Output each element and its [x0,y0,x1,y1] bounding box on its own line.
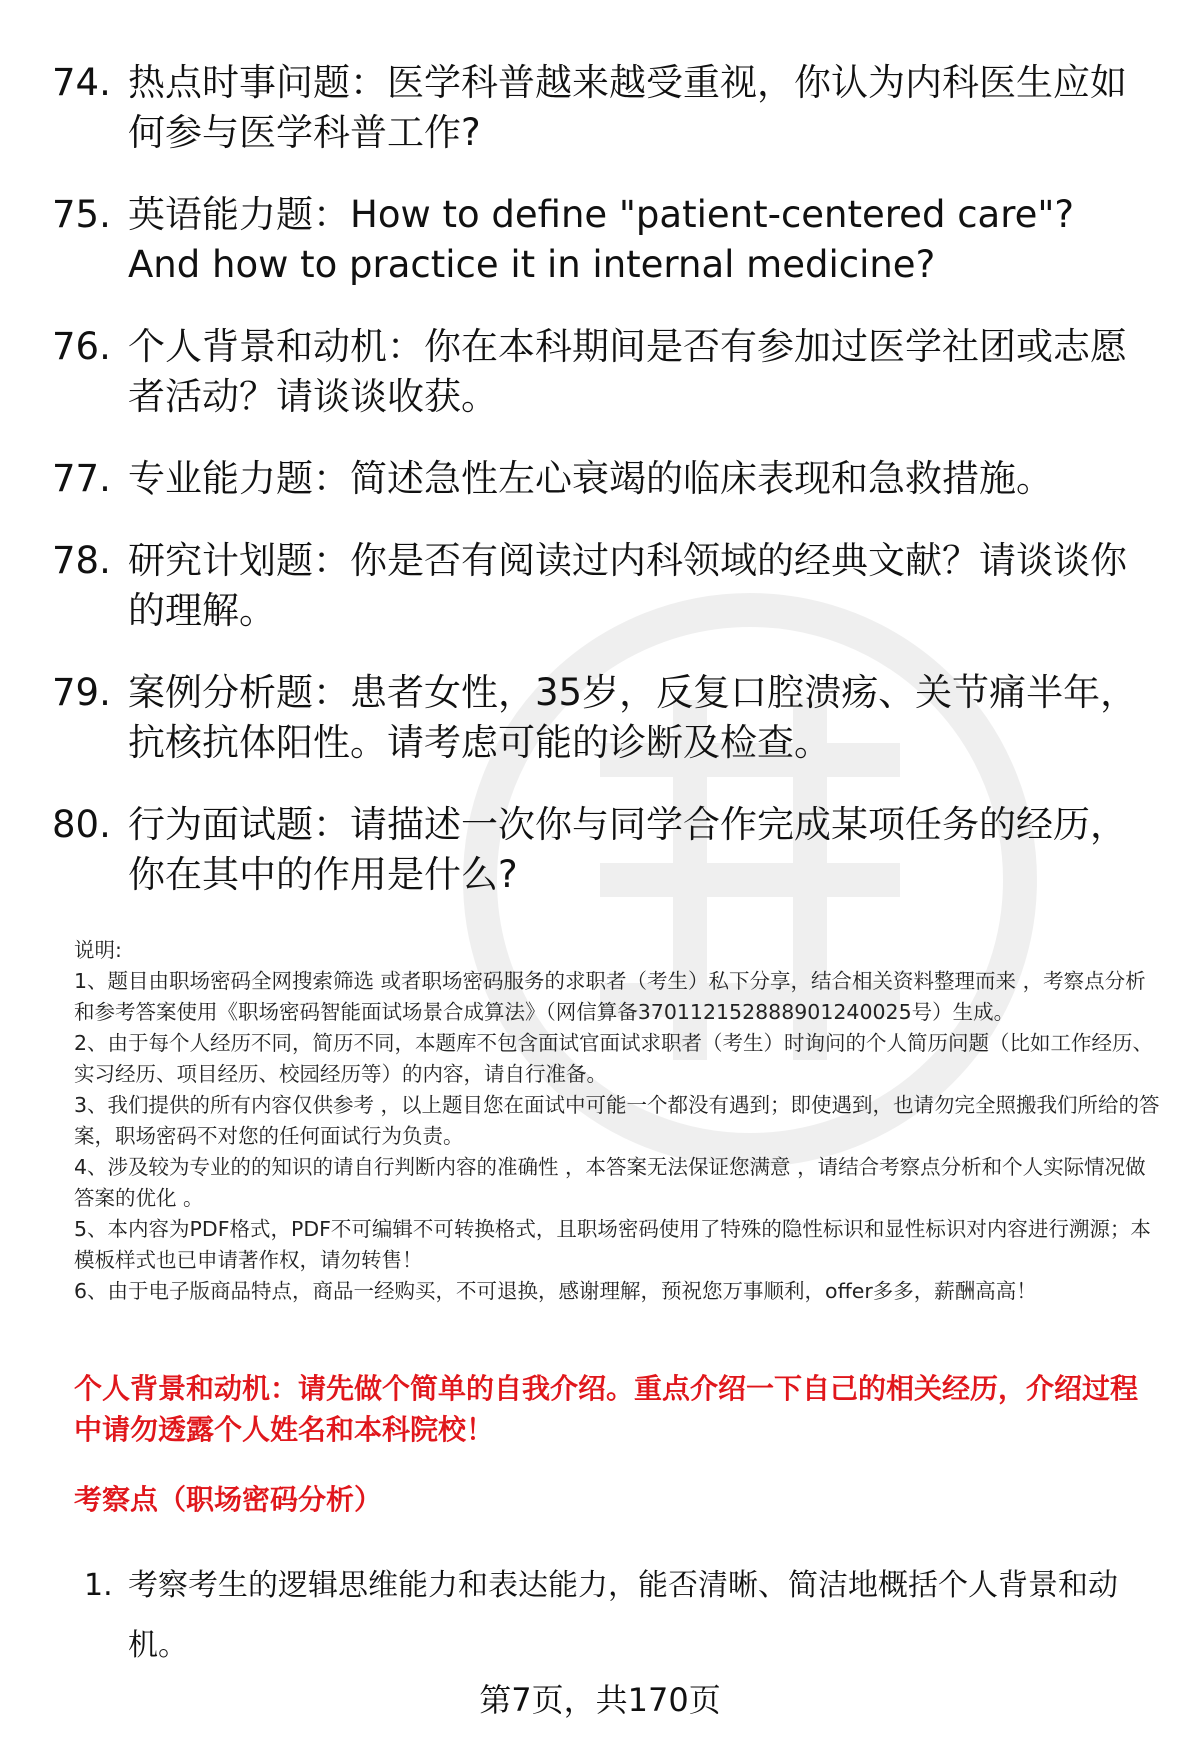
page-footer: 第7页，共170页 [479,1681,721,1719]
question-number: 77. [52,457,111,500]
question-item [52,800,1152,900]
notes-item: 1、题目由职场密码全网搜索筛选 或者职场密码服务的求职者（考生）私下分享，结合相关资料整理而来 ，考察点分析和参考答案使用《职场密码智能面试场景合成算法》（网信算备370112152888901240025号）生成。 [74,969,1146,1024]
question-item [52,322,1152,422]
question-number: 79. [52,671,111,714]
analysis-points [84,1556,1144,1676]
question-item [52,668,1152,768]
question-item [52,190,1152,290]
question-text: 专业能力题：简述急性左心衰竭的临床表现和急救措施。 [128,457,1053,500]
question-number: 78. [52,539,111,582]
question-item [52,454,1152,504]
notes-heading: 说明: [74,938,122,962]
question-text: 英语能力题：How to define "patient-centered care"? And how to practice it in internal medicine? [128,193,1075,286]
question-item [52,58,1152,158]
question-text: 热点时事问题：医学科普越来越受重视，你认为内科医生应如何参与医学科普工作? [128,61,1127,154]
notes-item: 3、我们提供的所有内容仅供参考 ，以上题目您在面试中可能一个都没有遇到；即使遇到，也请勿完全照搬我们所给的答案，职场密码不对您的任何面试行为负责。 [74,1093,1160,1148]
question-text: 个人背景和动机：你在本科期间是否有参加过医学社团或志愿者活动？请谈谈收获。 [128,325,1127,418]
question-text: 研究计划题：你是否有阅读过内科领域的经典文献？请谈谈你的理解。 [128,539,1127,632]
notes-item: 6、由于电子版商品特点，商品一经购买，不可退换，感谢理解，预祝您万事顺利，offer多多，薪酬高高！ [74,1279,1037,1303]
question-text: 行为面试题：请描述一次你与同学合作完成某项任务的经历，你在其中的作用是什么? [128,803,1127,896]
question-item [52,536,1152,636]
analysis-point [84,1556,1144,1676]
question-list [52,58,1152,932]
featured-question: 个人背景和动机：请先做个简单的自我介绍。重点介绍一下自己的相关经历，介绍过程中请勿透露个人姓名和本科院校！ [74,1372,1139,1446]
notes-item: 5、本内容为PDF格式，PDF不可编辑不可转换格式，且职场密码使用了特殊的隐性标识和显性标识对内容进行溯源；本模板样式也已申请著作权，请勿转售！ [74,1217,1151,1272]
analysis-point-number: 1. [84,1568,113,1603]
question-text: 案例分析题：患者女性，35岁，反复口腔溃疡、关节痛半年，抗核抗体阳性。请考虑可能的诊断及检查。 [128,671,1138,764]
analysis-point-text: 考察考生的逻辑思维能力和表达能力，能否清晰、简洁地概括个人背景和动机。 [128,1568,1118,1663]
question-number: 74. [52,61,111,104]
question-number: 76. [52,325,111,368]
analysis-title: 考察点（职场密码分析） [74,1483,383,1516]
notes-item: 2、由于每个人经历不同，简历不同，本题库不包含面试官面试求职者（考生）时询问的个人简历问题（比如工作经历、实习经历、项目经历、校园经历等）的内容，请自行准备。 [74,1031,1154,1086]
notes-section [74,935,1164,1307]
question-number: 80. [52,803,111,846]
question-number: 75. [52,193,111,236]
notes-item: 4、涉及较为专业的的知识的请自行判断内容的准确性 ，本答案无法保证您满意 ，请结合考察点分析和个人实际情况做答案的优化 。 [74,1155,1146,1210]
